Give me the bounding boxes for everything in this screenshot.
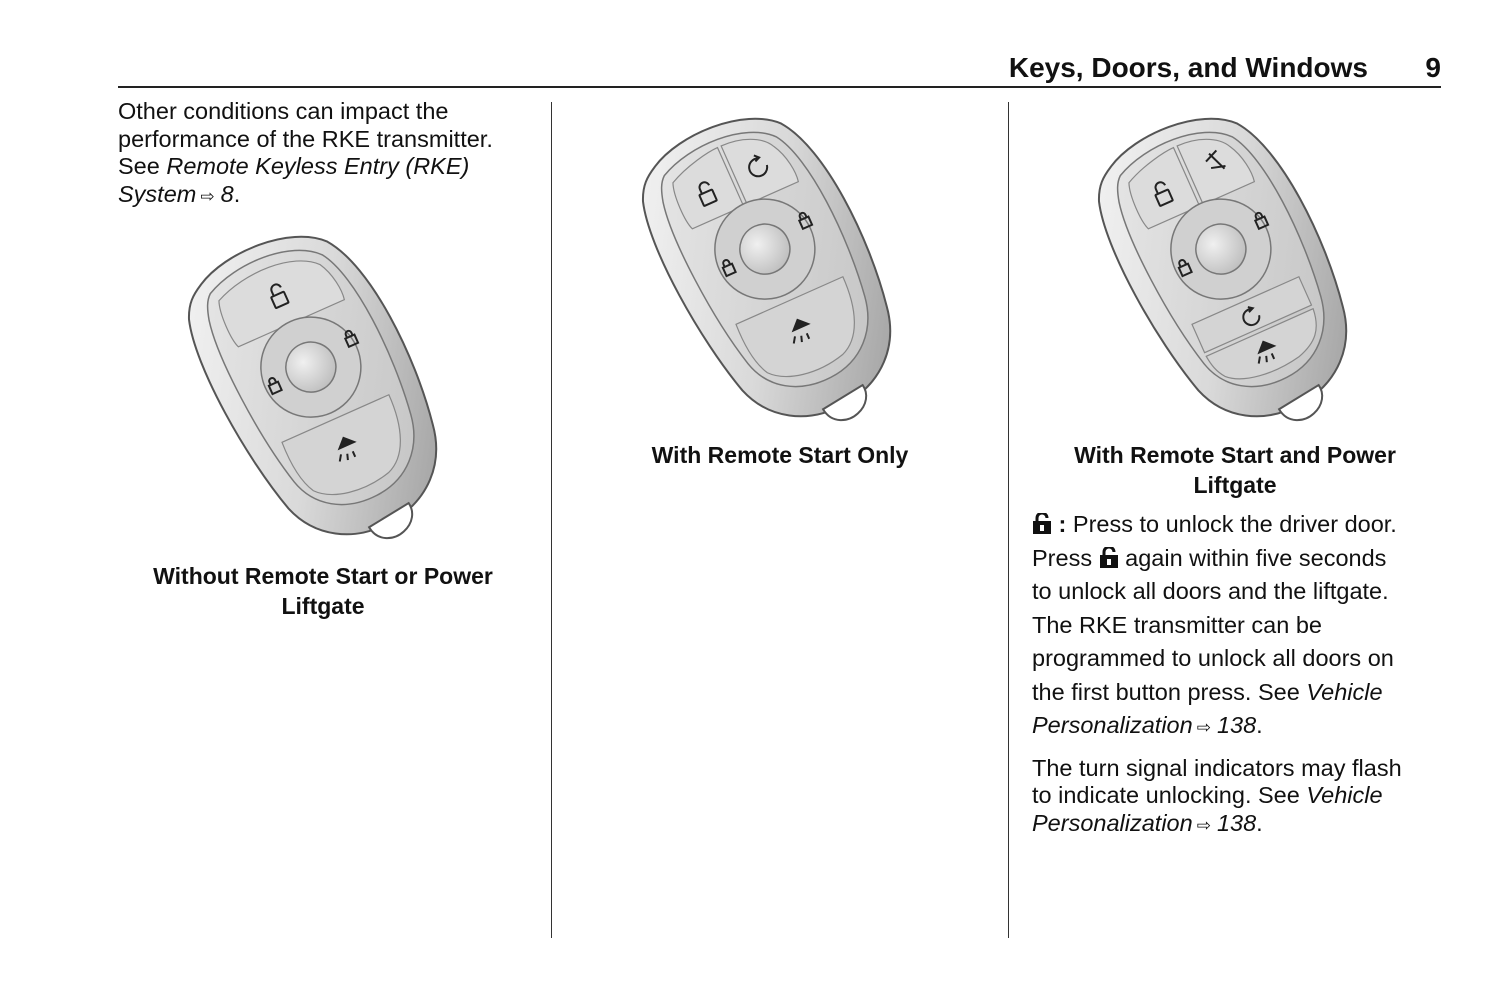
caption-line: Liftgate — [1193, 472, 1277, 498]
turn-signal-paragraph: The turn signal indicators may flash to indicate unlocking. See Vehicle Personalization ⇨ 138. — [1032, 754, 1402, 836]
figure-caption-remote-start-liftgate — [1030, 440, 1440, 500]
figure-caption-remote-start — [575, 440, 985, 470]
page-number: 9 — [1425, 52, 1441, 83]
intro-line: performance of the RKE transmitter. — [118, 125, 493, 152]
rke-reference-link-2[interactable]: System — [118, 180, 197, 207]
body-line: The turn signal indicators may flash — [1032, 754, 1402, 781]
cross-reference-icon: ⇨ — [1196, 815, 1211, 835]
intro-see: See — [118, 153, 160, 179]
key-fob-remote-start-image — [612, 100, 932, 440]
rke-reference-link[interactable]: Remote Keyless Entry (RKE) — [166, 153, 470, 179]
page-header — [118, 46, 1441, 88]
body-line: to indicate unlocking. See — [1032, 782, 1300, 808]
reference-page[interactable]: 138 — [1216, 809, 1257, 836]
unlock-icon — [1099, 547, 1119, 569]
key-fob-basic-image — [158, 218, 478, 558]
vehicle-personalization-link[interactable]: Vehicle — [1306, 782, 1383, 808]
column-1 — [118, 98, 538, 210]
caption-line: Without Remote Start or Power — [153, 563, 493, 589]
key-fob-remote-start-liftgate-image — [1068, 100, 1388, 440]
unlock-description: Press to unlock the driver door. — [1072, 511, 1397, 537]
column-3-body — [1032, 508, 1452, 839]
body-line: to unlock all doors and the liftgate. — [1032, 578, 1389, 604]
intro-line: Other conditions can impact the — [118, 98, 449, 124]
caption-line: With Remote Start and Power — [1074, 442, 1396, 468]
figure-caption-basic — [118, 561, 528, 621]
again-text: again within five seconds — [1125, 544, 1387, 571]
caption-line: Liftgate — [281, 593, 365, 619]
column-divider-2 — [1008, 102, 1009, 938]
vehicle-personalization-link-2[interactable]: Personalization — [1032, 712, 1193, 738]
reference-page[interactable]: 8 — [220, 180, 234, 207]
vehicle-personalization-link[interactable]: Vehicle — [1306, 678, 1383, 705]
unlock-paragraph: : Press to unlock the driver door. Press again within five seconds to unlock all doors and the liftgate. The RKE transmitter can be programmed to unlock all doors on the first button press. See Vehicle Personalization ⇨ 138. — [1032, 511, 1397, 738]
reference-page[interactable]: 138 — [1216, 712, 1257, 738]
press-label: Press — [1032, 544, 1093, 571]
unlock-colon: : — [1058, 511, 1067, 537]
unlock-icon — [1032, 513, 1052, 535]
body-line: The RKE transmitter can be — [1032, 611, 1322, 638]
cross-reference-icon: ⇨ — [200, 186, 215, 206]
cross-reference-icon: ⇨ — [1196, 718, 1211, 737]
body-line: the first button press. See — [1032, 678, 1300, 705]
section-title: Keys, Doors, and Windows — [1008, 52, 1368, 83]
body-line: programmed to unlock all doors on — [1032, 645, 1394, 671]
intro-paragraph: Other conditions can impact the performance of the RKE transmitter. See Remote Keyless Entry (RKE) System ⇨ 8. — [118, 98, 493, 207]
vehicle-personalization-link-2[interactable]: Personalization — [1032, 809, 1193, 836]
column-divider-1 — [551, 102, 552, 938]
caption-line: With Remote Start Only — [651, 442, 909, 468]
